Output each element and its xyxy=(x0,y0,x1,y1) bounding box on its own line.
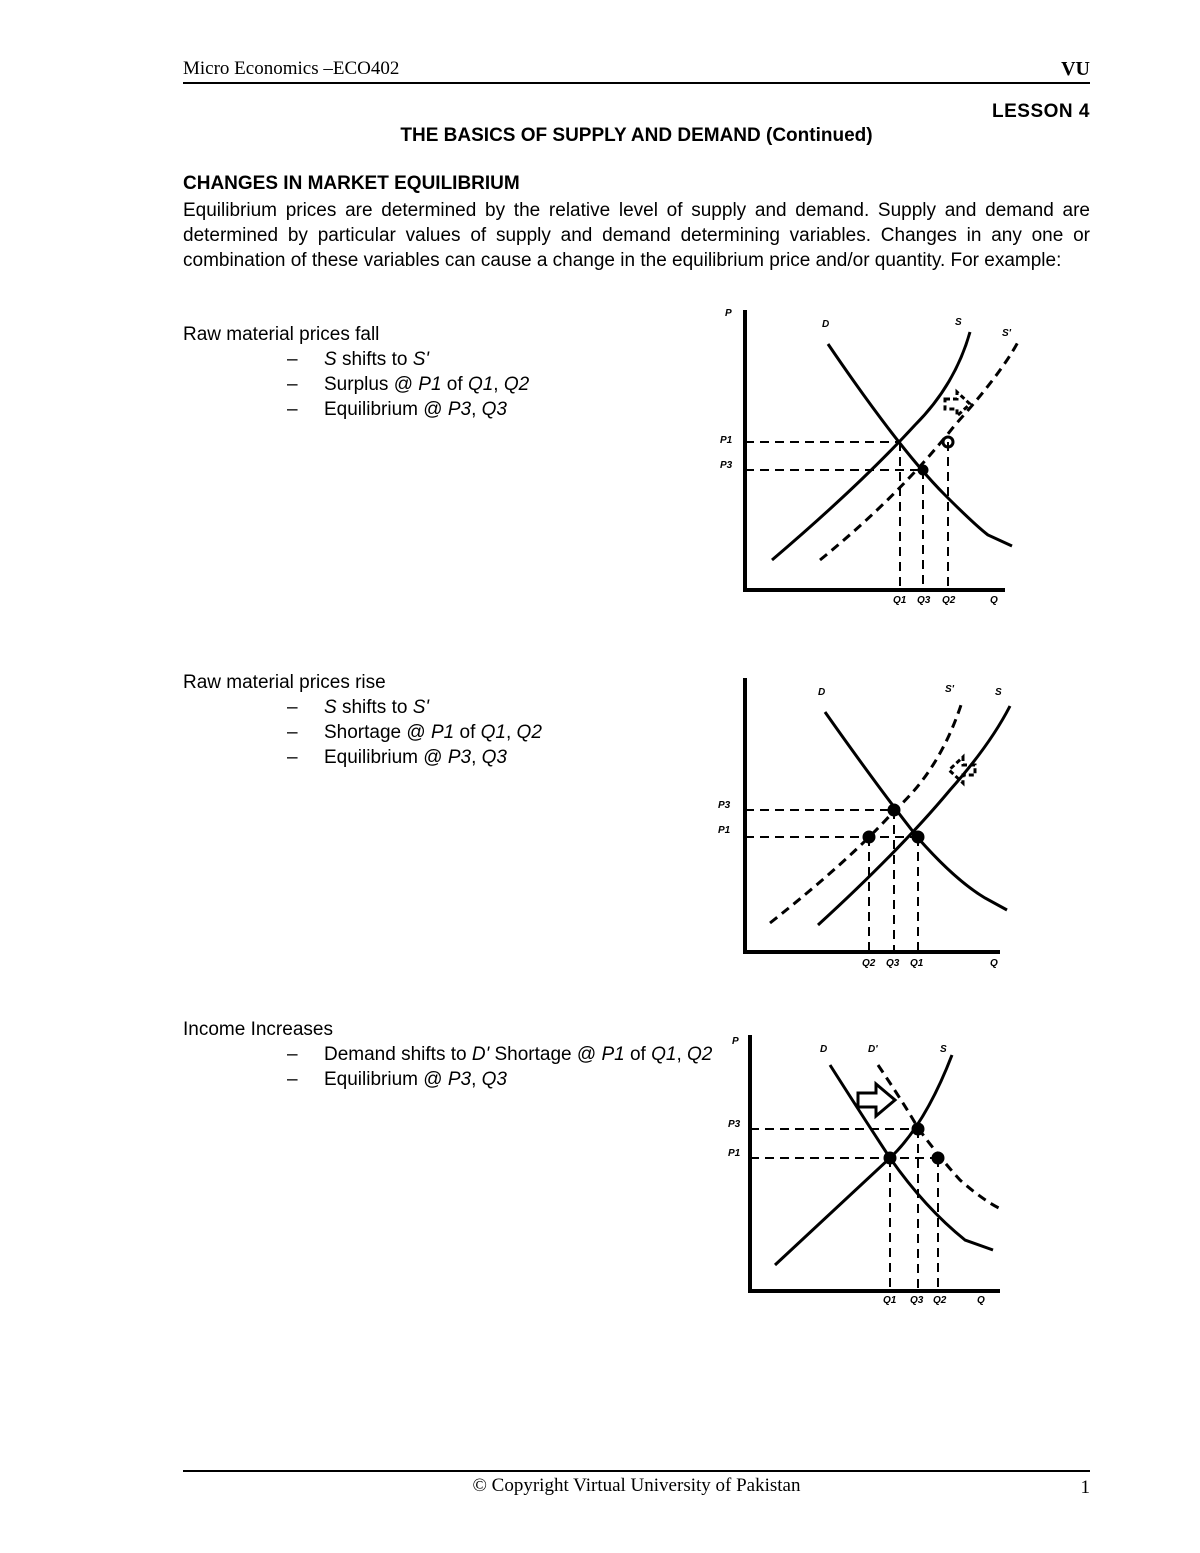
bullet-item: – Surplus @ P1 of Q1, Q2 xyxy=(183,372,714,397)
supply-curve xyxy=(772,332,970,560)
demand-label: D xyxy=(820,1044,828,1055)
supply-shifted-label: S' xyxy=(945,684,955,695)
quantity-label-q1: Q1 xyxy=(893,595,907,606)
lesson-label: LESSON 4 xyxy=(992,101,1090,122)
header-university: VU xyxy=(1061,58,1090,80)
case-demand-increase xyxy=(183,1017,714,1092)
quantity-label-q3: Q3 xyxy=(917,595,931,606)
case-bullets xyxy=(183,695,714,770)
section-heading: CHANGES IN MARKET EQUILIBRIUM xyxy=(183,173,520,194)
bullet-item: – Demand shifts to D' Shortage @ P1 of Q1, Q2 xyxy=(183,1042,714,1067)
bullet-item: – Equilibrium @ P3, Q3 xyxy=(183,745,714,770)
bullet-item: – Equilibrium @ P3, Q3 xyxy=(183,397,714,422)
header-rule xyxy=(183,82,1090,84)
equilibrium-point xyxy=(918,465,928,475)
shift-arrow-icon xyxy=(949,757,975,783)
demand-label: D xyxy=(822,319,830,330)
y-axis-label: P xyxy=(725,308,732,319)
quantity-label-q2: Q2 xyxy=(933,1295,947,1306)
shortage-point xyxy=(932,1152,944,1164)
supply-shifted-curve xyxy=(770,702,962,923)
graph-supply-decrease xyxy=(700,670,1030,975)
quantity-label-q1: Q1 xyxy=(883,1295,897,1306)
price-label-p3: P3 xyxy=(728,1119,741,1130)
price-label-p1: P1 xyxy=(718,825,731,836)
old-equilibrium-point xyxy=(912,831,924,843)
quantity-label-q2: Q2 xyxy=(862,958,876,969)
demand-curve xyxy=(830,1065,993,1250)
demand-shifted-curve xyxy=(878,1065,1003,1210)
case-supply-increase xyxy=(183,322,714,422)
x-axis-label: Q xyxy=(977,1295,985,1306)
supply-curve xyxy=(775,1055,952,1265)
page-title: THE BASICS OF SUPPLY AND DEMAND (Continued) xyxy=(400,125,873,146)
page-number: 1 xyxy=(1080,1477,1090,1498)
intro-paragraph: Equilibrium prices are determined by the relative level of supply and demand. Supply and demand are determined by particular values of supply and demand determining variables. Changes in any one or combination of these variables can cause a change in the equilibrium price and/or quantity. For example: xyxy=(183,200,1090,271)
new-equilibrium-point xyxy=(912,1123,924,1135)
price-label-p3: P3 xyxy=(718,800,731,811)
price-label-p1: P1 xyxy=(720,435,733,446)
old-equilibrium-point xyxy=(884,1152,896,1164)
bullet-item: – S shifts to S' xyxy=(183,347,714,372)
case-heading: Raw material prices rise xyxy=(183,672,386,693)
quantity-label-q3: Q3 xyxy=(910,1295,924,1306)
case-supply-decrease xyxy=(183,670,714,770)
quantity-label-q3: Q3 xyxy=(886,958,900,969)
bullet-item: – S shifts to S' xyxy=(183,695,714,720)
demand-label: D xyxy=(818,687,826,698)
graph-demand-increase xyxy=(700,1030,1030,1310)
quantity-label-q1: Q1 xyxy=(910,958,924,969)
header-course: Micro Economics –ECO402 xyxy=(183,58,400,79)
x-axis-label: Q xyxy=(990,958,998,969)
case-heading: Income Increases xyxy=(183,1019,333,1040)
price-label-p1: P1 xyxy=(728,1148,741,1159)
new-equilibrium-point xyxy=(888,804,900,816)
price-label-p3: P3 xyxy=(720,460,733,471)
quantity-label-q2: Q2 xyxy=(942,595,956,606)
supply-label: S xyxy=(955,317,962,328)
case-bullets xyxy=(183,1042,714,1092)
shift-arrow-icon xyxy=(858,1084,895,1116)
supply-curve xyxy=(818,706,1010,925)
x-axis-label: Q xyxy=(990,595,998,606)
case-heading: Raw material prices fall xyxy=(183,324,380,345)
shift-arrow-icon xyxy=(945,392,970,416)
demand-curve xyxy=(828,344,1012,546)
bullet-item: – Shortage @ P1 of Q1, Q2 xyxy=(183,720,714,745)
footer-copyright: © Copyright Virtual University of Pakistan xyxy=(472,1475,801,1496)
shortage-point xyxy=(863,831,875,843)
supply-shifted-label: S' xyxy=(1002,328,1012,339)
case-bullets xyxy=(183,347,714,422)
bullet-item: – Equilibrium @ P3, Q3 xyxy=(183,1067,714,1092)
demand-shifted-label: D' xyxy=(868,1044,878,1055)
graph-supply-increase xyxy=(700,300,1030,615)
y-axis-label: P xyxy=(732,1036,739,1047)
supply-label: S xyxy=(940,1044,947,1055)
footer-rule xyxy=(183,1470,1090,1472)
supply-label: S xyxy=(995,687,1002,698)
